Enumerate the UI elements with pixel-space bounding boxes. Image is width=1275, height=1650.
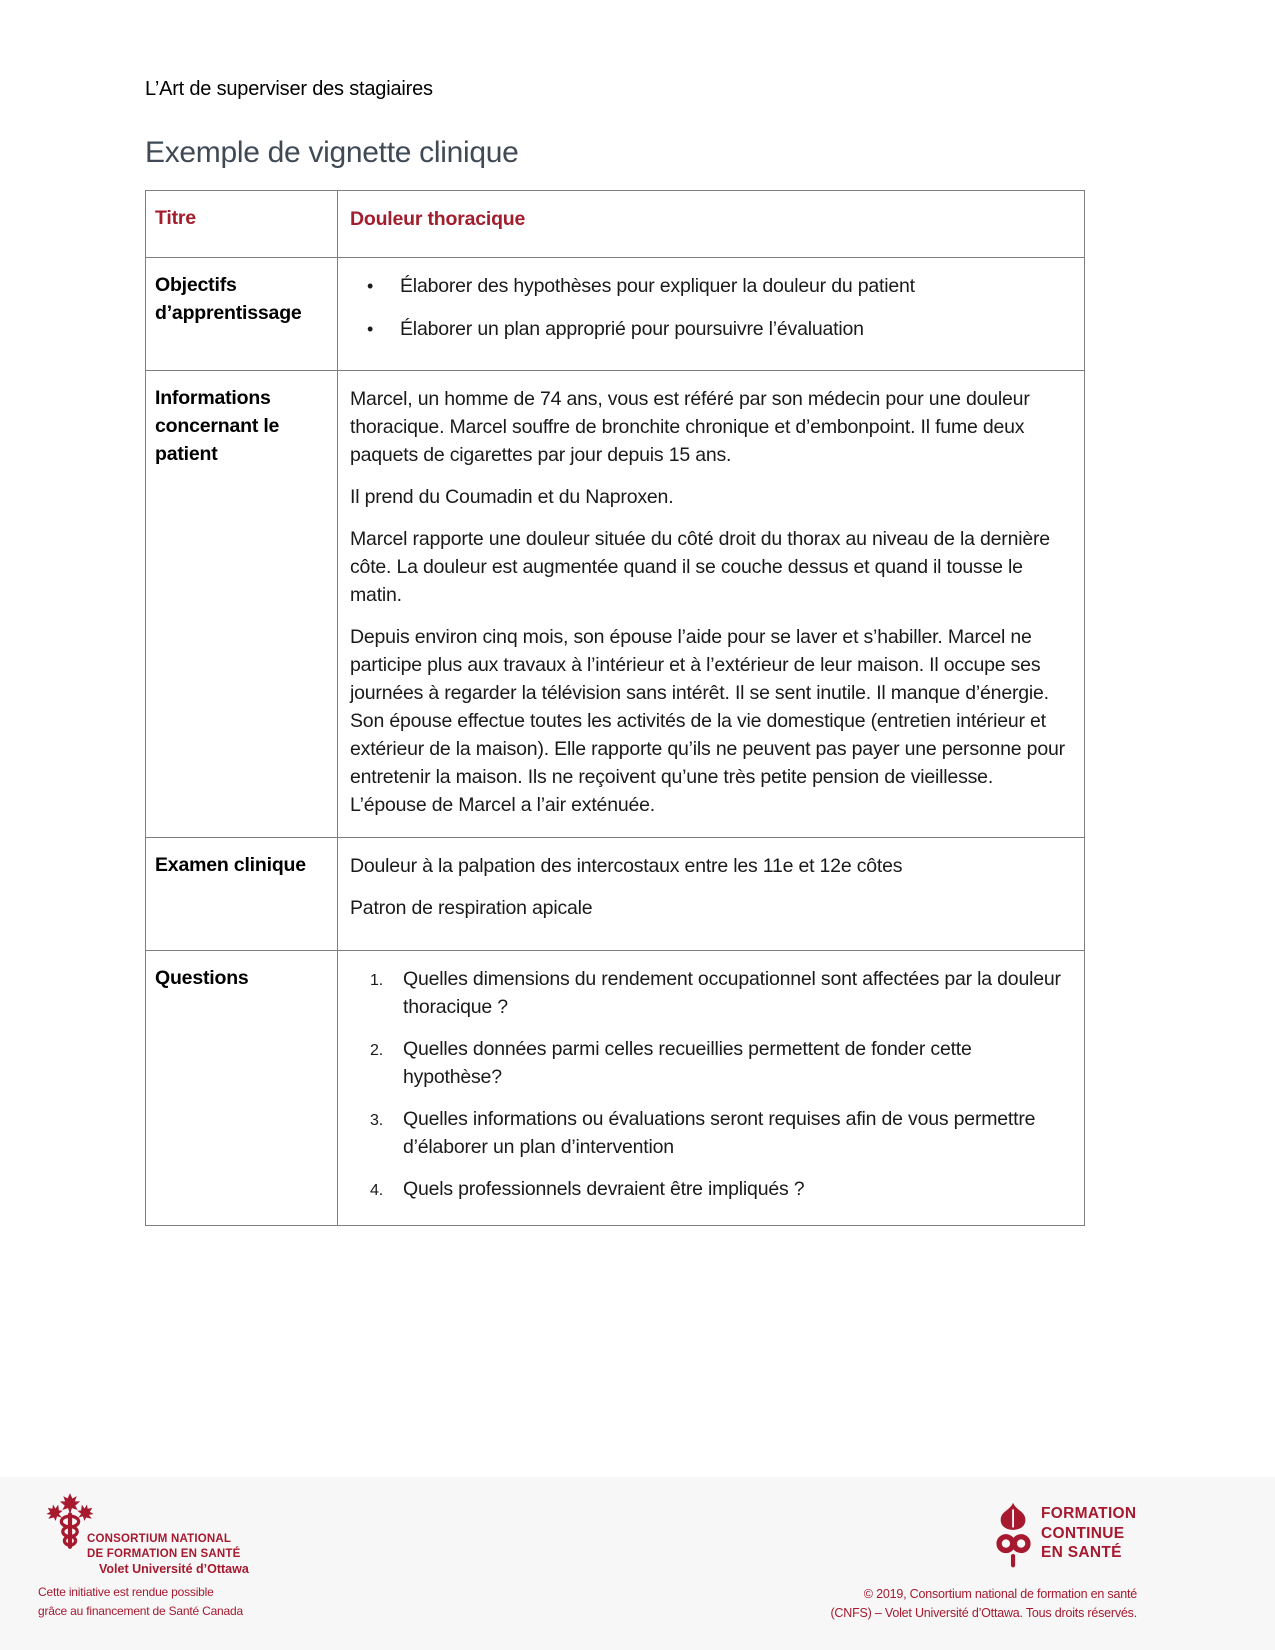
patient-paragraph: Marcel, un homme de 74 ans, vous est référé par son médecin pour une douleur thoracique. Marcel souffre de bronchite chronique et d’embonpoint. Il fume deux paquets de cigarettes par jour depuis 15 ans. <box>350 388 1030 466</box>
objective-text: Élaborer des hypothèses pour expliquer la douleur du patient <box>400 275 915 297</box>
page-title: Exemple de vignette clinique <box>145 136 519 169</box>
copyright-line2: (CNFS) – Volet Université d’Ottawa. Tous droits réservés. <box>830 1606 1137 1620</box>
funding-credit-line2: grâce au financement de Santé Canada <box>38 1604 243 1618</box>
question-item <box>350 1175 1068 1205</box>
list-item <box>350 315 1068 343</box>
fcs-leaf-infinity-logo-icon <box>995 1501 1033 1576</box>
question-item <box>350 965 1068 1021</box>
cnfs-name-line1: CONSORTIUM NATIONAL <box>87 1533 232 1545</box>
question-text: Quels professionnels devraient être impliqués ? <box>403 1178 805 1200</box>
fcs-name-line1: FORMATION <box>1041 1505 1137 1522</box>
funding-credit <box>38 1583 243 1621</box>
cnfs-name-line2: DE FORMATION EN SANTÉ <box>87 1548 241 1560</box>
list-item <box>350 272 1068 300</box>
running-header: L’Art de superviser des stagiaires <box>145 78 433 100</box>
vignette-title-value: Douleur thoracique <box>338 191 1085 258</box>
fcs-logo-wordmark <box>1041 1504 1136 1563</box>
cnfs-logo-wordmark <box>87 1532 241 1562</box>
funding-credit-line1: Cette initiative est rendue possible <box>38 1585 214 1599</box>
page-footer <box>0 1477 1275 1650</box>
table-row-informations <box>146 371 1085 838</box>
bullet-icon: • <box>367 319 374 339</box>
question-item <box>350 1105 1068 1161</box>
fcs-name-line3: EN SANTÉ <box>1041 1544 1122 1561</box>
bullet-icon: • <box>367 276 374 296</box>
questions-cell <box>338 951 1085 1226</box>
objectifs-cell <box>338 258 1085 371</box>
examen-paragraph: Douleur à la palpation des intercostaux entre les 11e et 12e côtes <box>350 855 903 877</box>
question-number: 2. <box>370 1042 383 1059</box>
row-label-examen: Examen clinique <box>146 838 338 951</box>
patient-paragraph: Marcel rapporte une douleur située du côté droit du thorax au niveau de la dernière côte. La douleur est augmentée quand il se couche dessus et quand il tousse le matin. <box>350 528 1050 606</box>
examen-cell <box>338 838 1085 951</box>
copyright-line1: © 2019, Consortium national de formation en santé <box>863 1587 1137 1601</box>
objective-text: Élaborer un plan approprié pour poursuivre l’évaluation <box>400 318 864 340</box>
row-label-titre: Titre <box>146 191 338 258</box>
table-row-titre <box>146 191 1085 258</box>
question-text: Quelles données parmi celles recueillies permettent de fonder cette hypothèse? <box>403 1038 972 1088</box>
question-number: 4. <box>370 1182 383 1199</box>
table-row-examen <box>146 838 1085 951</box>
cnfs-volet-label: Volet Université d’Ottawa <box>99 1562 249 1576</box>
patient-paragraph: Il prend du Coumadin et du Naproxen. <box>350 486 674 508</box>
patient-paragraph: Depuis environ cinq mois, son épouse l’aide pour se laver et s’habiller. Marcel ne participe plus aux travaux à l’intérieur et à l’extérieur de leur maison. Il occupe ses journées à regarder la télévision sans intérêt. Il se sent inutile. Il manque d’énergie. Son épouse effectue toutes les activités de la vie domestique (entretien intérieur et extérieur de la maison). Elle rapporte qu’ils ne peuvent pas payer une personne pour entretenir la maison. Ils ne reçoivent qu’une très petite pension de vieillesse. L’épouse de Marcel a l’air exténuée. <box>350 626 1065 816</box>
question-item <box>350 1035 1068 1091</box>
vignette-table <box>145 190 1085 1226</box>
question-number: 3. <box>370 1112 383 1129</box>
table-row-questions <box>146 951 1085 1226</box>
row-label-informations: Informations concernant le patient <box>146 371 338 838</box>
row-label-questions: Questions <box>146 951 338 1226</box>
question-text: Quelles dimensions du rendement occupationnel sont affectées par la douleur thoracique ? <box>403 968 1061 1018</box>
row-label-objectifs: Objectifs d’apprentissage <box>146 258 338 371</box>
copyright-notice <box>830 1585 1137 1623</box>
table-row-objectifs <box>146 258 1085 371</box>
examen-paragraph: Patron de respiration apicale <box>350 897 593 919</box>
fcs-name-line2: CONTINUE <box>1041 1524 1125 1542</box>
informations-cell <box>338 371 1085 838</box>
question-text: Quelles informations ou évaluations seront requises afin de vous permettre d’élaborer un plan d’intervention <box>403 1108 1036 1158</box>
question-number: 1. <box>370 972 383 989</box>
